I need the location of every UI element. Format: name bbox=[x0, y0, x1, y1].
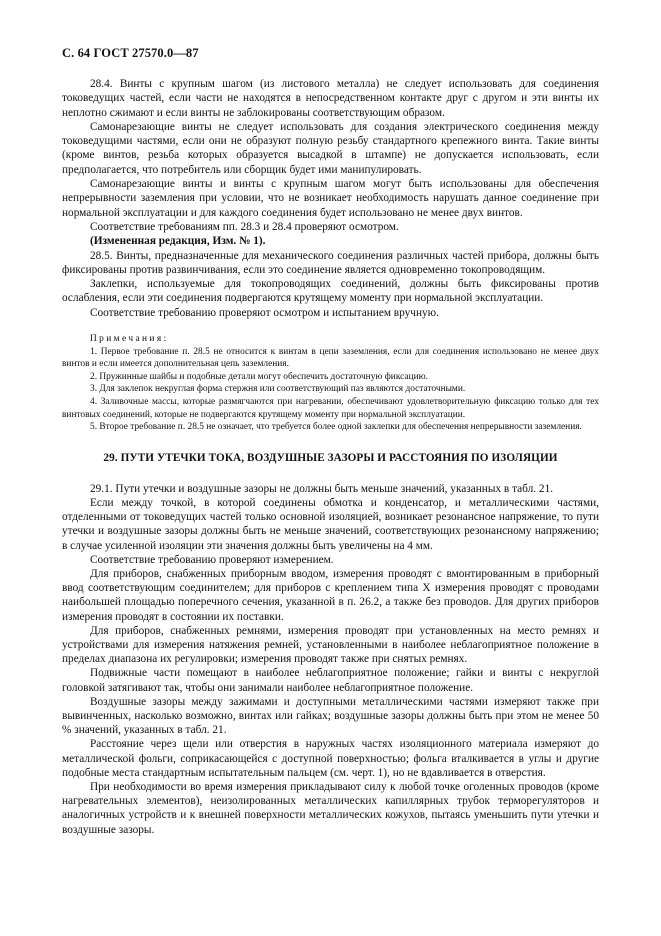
paragraph: Для приборов, снабженных приборным вводом, измерения проводят с вмонтированным в приборный ввод соответствующим соединителем; для приборов с креплением типа X измерения проводят с проводами наибольшей площадью поперечного сечения, указанной в п. 26.2, а также без проводов. Для других приборов измерения проводят в состоянии их поставки. bbox=[62, 568, 599, 623]
notes-title: Примечания: bbox=[90, 334, 169, 345]
paragraph: Самонарезающие винты не следует использовать для создания электрического соединения между токоведущими частями, если они не образуют полную резьбу стандартного крепежного винта. Такие винты (кроме винтов, резьба которых образуется высадкой в штампе) не допускается использовать, если предполагается, что потребитель или сборщик будет ими манипулировать. bbox=[62, 120, 599, 176]
paragraph: Подвижные части помещают в наиболее неблагоприятное положение; гайки и винты с некруглой головкой затягивают так, чтобы они занимали наиболее неблагоприятное положение. bbox=[62, 667, 599, 694]
revision-note: (Измененная редакция, Изм. № 1). bbox=[90, 235, 266, 248]
paragraph: Воздушные зазоры между зажимами и доступными металлическими частями измеряют также при вывинченных, насколько возможно, винтах или гайках; воздушные зазоры должны быть при этом не менее 50 % значений, указанных в табл. 21. bbox=[62, 695, 599, 737]
paragraph: Самонарезающие винты и винты с крупным шагом могут быть использованы для обеспечения непрерывности заземления при условии, что не возникает необходимость нарушать данное соединение при нормальной эксплуатации и для каждого соединения будет использовано не менее двух винтов. bbox=[62, 178, 599, 219]
paragraph: Соответствие требованию проверяют осмотром и испытанием вручную. bbox=[90, 306, 439, 319]
note-item: 2. Пружинные шайбы и подобные детали могут обеспечить достаточную фиксацию. bbox=[90, 371, 428, 382]
paragraph: Для приборов, снабженных ремнями, измерения проводят при установленных на место ремнях и устройствами для измерения натяжения ремней, установленными в наиболее неблагоприятное положение в пределах диапазона их регулировки; измерения проводят также при снятых ремнях. bbox=[62, 624, 599, 666]
paragraph: Заклепки, используемые для токопроводящих соединений, должны быть фиксированы против ослабления, если эти соединения подвергаются крутящему моменту при нормальной эксплуатации. bbox=[62, 278, 599, 305]
note-item: 3. Для заклепок некруглая форма стержня или соответствующий паз являются достаточными. bbox=[90, 384, 466, 395]
paragraph: 28.5. Винты, предназначенные для механического соединения различных частей прибора, должны быть фиксированы против развинчивания, если это соединение является одновременно токопроводящим. bbox=[62, 249, 599, 276]
notes-block bbox=[62, 333, 599, 434]
paragraph: 29.1. Пути утечки и воздушные зазоры не должны быть меньше значений, указанных в табл. 21. bbox=[90, 482, 554, 495]
paragraph: При необходимости во время измерения прикладывают силу к любой точке оголенных проводов (кроме нагревательных элементов), неизолированных металлических капиллярных трубок терморегуляторов и аналогичных устройств и к внешней поверхности металлических кожухов, пытаясь уменьшить пути утечки и воздушные зазоры. bbox=[62, 781, 599, 836]
paragraph: 28.4. Винты с крупным шагом (из листового металла) не следует использовать для соединения токоведущих частей, если части не находятся в непосредственном контакте друг с другом и эти винты их неплотно сжимают и если винты не заблокированы соответствующим образом. bbox=[62, 78, 599, 119]
paragraph: Соответствие требованиям пп. 28.3 и 28.4 проверяют осмотром. bbox=[90, 220, 399, 233]
paragraph: Расстояние через щели или отверстия в наружных частях изоляционного материала измеряют до металлической фольги, соприкасающейся с доступной поверхностью; фольга вталкивается в углы и другие подобные места стандартным испытательным пальцем (см. черт. 1), но не вдавливается в отверстия. bbox=[62, 738, 599, 779]
paragraph: Если между точкой, в которой соединены обмотка и конденсатор, и металлическими частями, отделенными от токоведущих частей только основной изоляцией, возникает резонансное напряжение, то пути утечки и воздушные зазоры должны быть не меньше значений, соответствующих резонансному напряжению; в случае усиленной изоляции эти значения должны быть увеличены на 4 мм. bbox=[62, 497, 599, 552]
note-item: 4. Заливочные массы, которые размягчаются при нагревании, обеспечивают удовлетворительную фиксацию только для тех винтовых соединений, которые не подвергаются крутящему моменту при нормальной эксплуатации. bbox=[62, 397, 599, 420]
note-item: 5. Второе требование п. 28.5 не означает, что требуется более одной заклепки для обеспечения непрерывности заземления. bbox=[90, 422, 582, 433]
page-header: С. 64 ГОСТ 27570.0—87 bbox=[62, 46, 199, 60]
paragraph: Соответствие требованию проверяют измерением. bbox=[90, 553, 334, 566]
section-title: 29. ПУТИ УТЕЧКИ ТОКА, ВОЗДУШНЫЕ ЗАЗОРЫ И РАССТОЯНИЯ ПО ИЗОЛЯЦИИ bbox=[103, 451, 558, 464]
note-item: 1. Первое требование п. 28.5 не относится к винтам в цепи заземления, если для соединения использовано не менее двух винтов и если имеется дополнительная цепь заземления. bbox=[62, 346, 599, 370]
section-28-text bbox=[62, 77, 599, 320]
section-29-text bbox=[62, 482, 599, 837]
